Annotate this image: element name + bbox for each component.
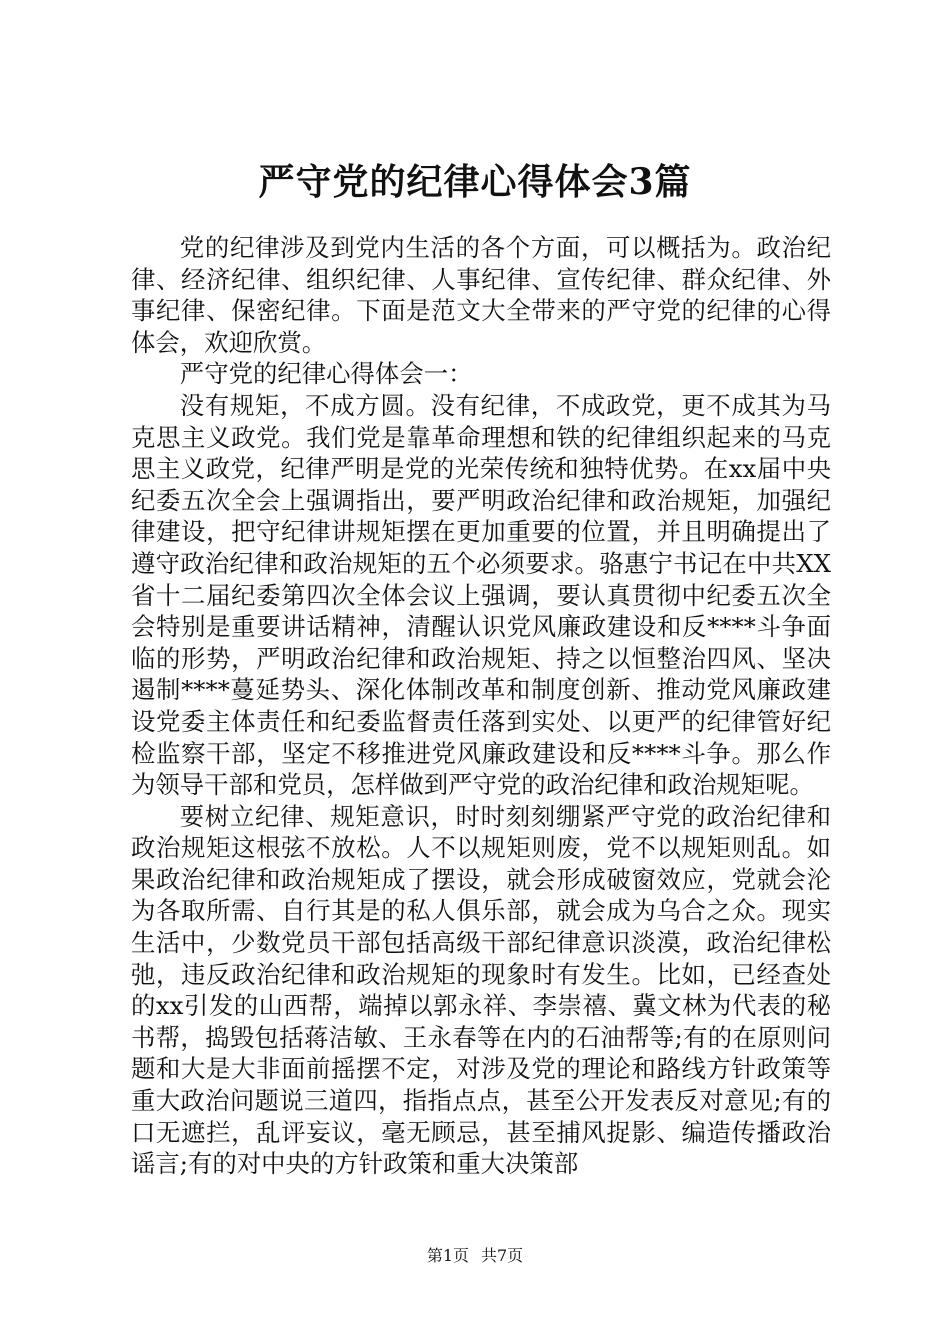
document-title: 严守党的纪律心得体会3篇	[258, 161, 692, 203]
body-paragraph: 没有规矩，不成方圆。没有纪律，不成政党，更不成其为马克思主义政党。我们党是靠革命理想和铁的纪律组织起来的马克思主义政党，纪律严明是党的光荣传统和独特优势。在xx届中央纪委五次全会上强调指出，要严明政治纪律和政治规矩，加强纪律建设，把守纪律讲规矩摆在更加重要的位置，并且明确提出了遵守政治纪律和政治规矩的五个必须要求。骆惠宁书记在中共XX省十二届纪委第四次全体会议上强调，要认真贯彻中纪委五次全会特别是重要讲话精神，清醒认识党风廉政建设和反****斗争面临的形势，严明政治纪律和政治规矩、持之以恒整治四风、坚决遏制****蔓延势头、深化体制改革和制度创新、推动党风廉政建设党委主体责任和纪委监督责任落到实处、以更严的纪律管好纪检监察干部，坚定不移推进党风廉政建设和反****斗争。那么作为领导干部和党员，怎样做到严守党的政治纪律和政治规矩呢。	[131, 390, 831, 800]
intro-paragraph: 党的纪律涉及到党内生活的各个方面，可以概括为。政治纪律、经济纪律、组织纪律、人事纪律、宣传纪律、群众纪律、外事纪律、保密纪律。下面是范文大全带来的严守党的纪律的心得体会，欢迎欣赏。	[131, 233, 831, 357]
page-footer	[0, 1245, 950, 1267]
page-number: 第1页	[426, 1246, 469, 1265]
document-body	[131, 232, 831, 1180]
section-heading: 严守党的纪律心得体会一：	[179, 359, 473, 389]
body-paragraph: 要树立纪律、规矩意识，时时刻刻绷紧严守党的政治纪律和政治规矩这根弦不放松。人不以规矩则废，党不以规矩则乱。如果政治纪律和政治规矩成了摆设，就会形成破窗效应，党就会沦为各取所需、自行其是的私人俱乐部，就会成为乌合之众。现实生活中，少数党员干部包括高级干部纪律意识淡漠，政治纪律松弛，违反政治纪律和政治规矩的现象时有发生。比如，已经查处的xx引发的山西帮，端掉以郭永祥、李崇禧、冀文林为代表的秘书帮，捣毁包括蒋洁敏、王永春等在内的石油帮等;有的在原则问题和大是大非面前摇摆不定，对涉及党的理论和路线方针政策等重大政治问题说三道四，指指点点，甚至公开发表反对意见;有的口无遮拦，乱评妄议，毫无顾忌，甚至捕风捉影、编造传播政治谣言;有的对中央的方针政策和重大决策部	[131, 801, 831, 1179]
page-total: 共7页	[481, 1246, 524, 1265]
